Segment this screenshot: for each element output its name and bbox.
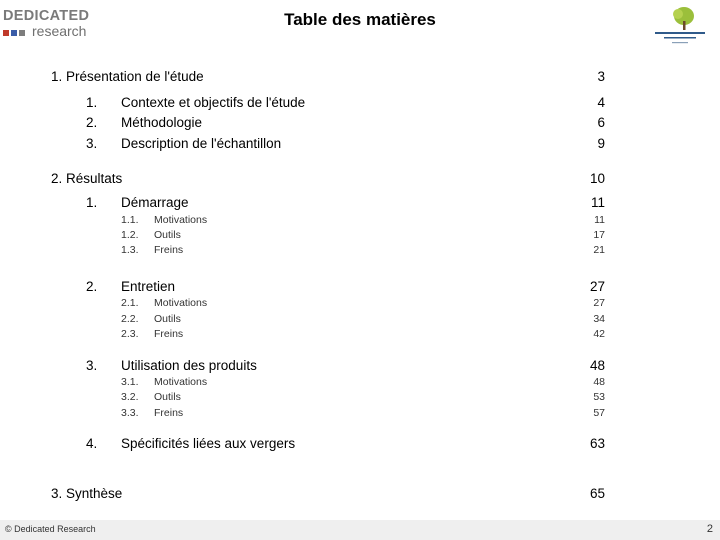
toc-subitem-page: 48 — [593, 376, 605, 388]
toc-subitem-label[interactable]: Outils — [154, 229, 181, 241]
logo-square-gray — [19, 30, 25, 36]
page-title: Table des matières — [284, 10, 436, 29]
toc-subitem-label[interactable]: Freins — [154, 407, 184, 419]
logo-squares — [3, 30, 25, 36]
toc-subitem-label[interactable]: Motivations — [154, 297, 208, 309]
toc-subitem-number: 2.1. — [121, 297, 139, 309]
toc-subitem-page: 17 — [593, 229, 605, 241]
toc-subitem-number: 3.1. — [121, 376, 139, 388]
toc-item-contexte[interactable]: Contexte et objectifs de l'étude — [121, 95, 306, 110]
toc-subitem-label[interactable]: Motivations — [154, 376, 208, 388]
slide-page-number: 2 — [706, 523, 713, 535]
toc-subitem-number: 1.3. — [121, 244, 139, 256]
toc-section-3-label[interactable]: 3. Synthèse — [51, 486, 123, 501]
toc-section-1-label[interactable]: 1. Présentation de l'étude — [51, 69, 204, 84]
toc-item-specificites[interactable]: Spécificités liées aux vergers — [121, 436, 296, 451]
toc-subitem-page: 57 — [593, 407, 605, 419]
toc-item-number: 2. — [86, 115, 98, 130]
toc-item-number: 1. — [86, 95, 98, 110]
logo-square-red — [3, 30, 9, 36]
toc-subitem-label[interactable]: Outils — [154, 391, 181, 403]
toc-subitem-number: 3.3. — [121, 407, 139, 419]
toc-subitem-label[interactable]: Outils — [154, 313, 181, 325]
toc-subitem-label[interactable]: Motivations — [154, 214, 208, 226]
toc-item-page: 9 — [597, 136, 605, 151]
partner-tree-logo-graphic — [650, 4, 710, 48]
toc-subitem-label[interactable]: Freins — [154, 328, 184, 340]
logo-square-blue — [11, 30, 17, 36]
toc-item-description[interactable]: Description de l'échantillon — [121, 136, 282, 151]
toc-item-page: 27 — [589, 279, 605, 294]
toc-item-number: 2. — [86, 279, 98, 294]
toc-section-2-page: 10 — [589, 171, 605, 186]
footer-bar — [0, 520, 720, 540]
toc-item-page: 11 — [590, 195, 605, 210]
toc-section-3-page: 65 — [589, 486, 605, 501]
toc-subitem-number: 2.2. — [121, 313, 139, 325]
toc-item-number: 4. — [86, 436, 98, 451]
toc-item-page: 48 — [589, 358, 605, 373]
logo-word-research: research — [32, 23, 87, 39]
partner-tree-logo — [650, 4, 710, 48]
toc-subitem-page: 27 — [593, 297, 605, 309]
toc-item-utilisation[interactable]: Utilisation des produits — [121, 358, 257, 373]
toc-item-number: 3. — [86, 358, 98, 373]
toc-subitem-number: 1.2. — [121, 229, 139, 241]
toc-item-demarrage[interactable]: Démarrage — [121, 195, 189, 210]
toc-item-page: 6 — [597, 115, 605, 130]
toc-subitem-page: 11 — [594, 214, 605, 226]
toc-item-page: 63 — [589, 436, 605, 451]
toc-item-page: 4 — [597, 95, 605, 110]
toc-subitem-page: 42 — [593, 328, 605, 340]
toc-subitem-number: 3.2. — [121, 391, 139, 403]
toc-subitem-number: 1.1. — [121, 214, 139, 226]
toc-section-2-label[interactable]: 2. Résultats — [51, 171, 123, 186]
toc-item-methodologie[interactable]: Méthodologie — [121, 115, 203, 130]
logo-word-dedicated: DEDICATED — [3, 8, 90, 24]
toc-subitem-label[interactable]: Freins — [154, 244, 184, 256]
copyright-text: © Dedicated Research — [5, 524, 96, 534]
toc-section-1-page: 3 — [597, 69, 605, 84]
toc-item-number: 3. — [86, 136, 98, 151]
toc-subitem-page: 53 — [593, 391, 605, 403]
toc-subitem-page: 21 — [593, 244, 605, 256]
toc-item-entretien[interactable]: Entretien — [121, 279, 176, 294]
toc-subitem-number: 2.3. — [121, 328, 139, 340]
toc-subitem-page: 34 — [593, 313, 605, 325]
toc-item-number: 1. — [86, 195, 98, 210]
